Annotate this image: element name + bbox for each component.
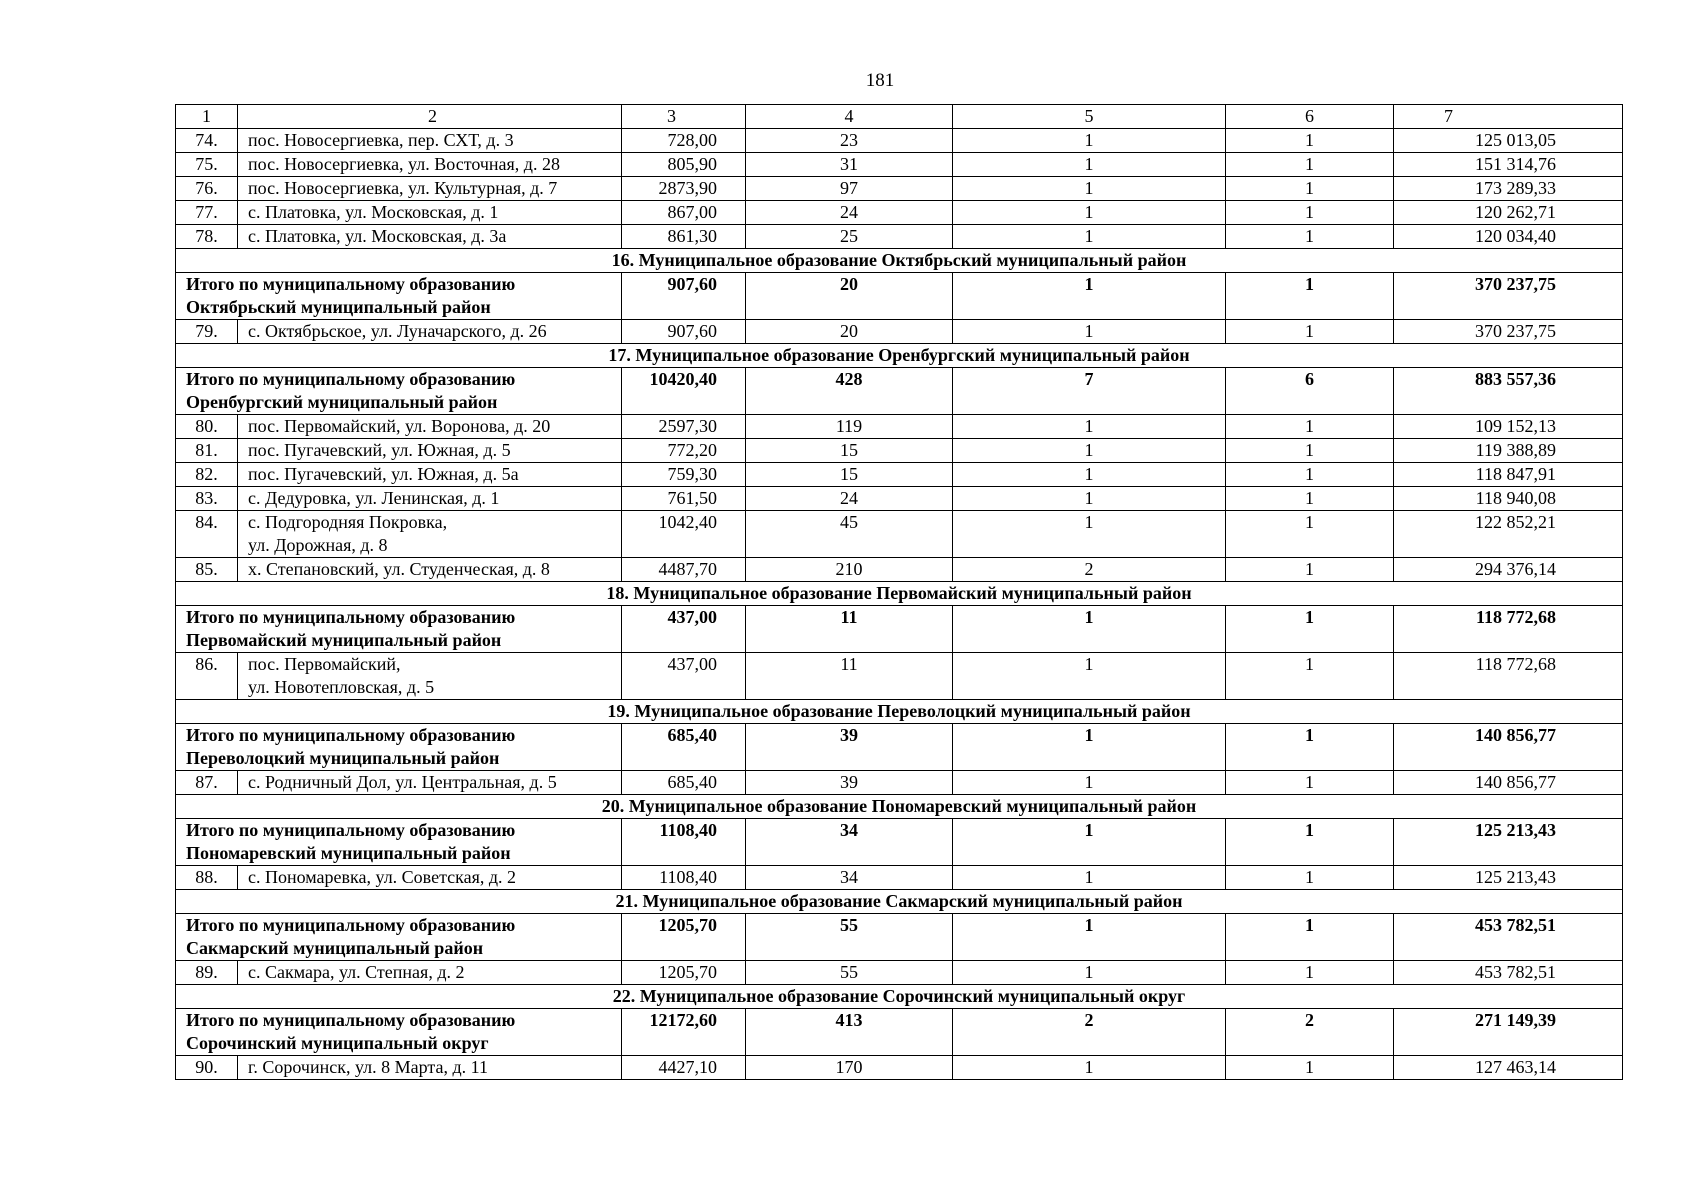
total-amount: 883 557,36 bbox=[1394, 368, 1623, 415]
total-area: 907,60 bbox=[622, 273, 746, 320]
count-5-cell: 1 bbox=[953, 439, 1226, 463]
area-cell: 2873,90 bbox=[622, 177, 746, 201]
area-cell: 4427,10 bbox=[622, 1056, 746, 1080]
area-cell: 1205,70 bbox=[622, 961, 746, 985]
count-6-cell: 1 bbox=[1226, 201, 1394, 225]
table-row bbox=[176, 558, 1623, 582]
count-6-cell: 1 bbox=[1226, 771, 1394, 795]
total-count-6: 6 bbox=[1226, 368, 1394, 415]
section-header-row bbox=[176, 700, 1623, 724]
count-6-cell: 1 bbox=[1226, 439, 1394, 463]
count-6-cell: 1 bbox=[1226, 487, 1394, 511]
count-5-cell: 1 bbox=[953, 225, 1226, 249]
area-cell: 1042,40 bbox=[622, 511, 746, 558]
address-cell: с. Платовка, ул. Московская, д. 3а bbox=[238, 225, 622, 249]
address-cell: пос. Первомайский, ул. Воронова, д. 20 bbox=[238, 415, 622, 439]
total-row bbox=[176, 819, 1623, 866]
table-body bbox=[176, 105, 1623, 1080]
count-6-cell: 1 bbox=[1226, 320, 1394, 344]
row-number: 87. bbox=[176, 771, 238, 795]
amount-cell: 173 289,33 bbox=[1394, 177, 1623, 201]
table-row bbox=[176, 961, 1623, 985]
address-cell: с. Дедуровка, ул. Ленинская, д. 1 bbox=[238, 487, 622, 511]
address-cell: х. Степановский, ул. Студенческая, д. 8 bbox=[238, 558, 622, 582]
count-5-cell: 1 bbox=[953, 961, 1226, 985]
amount-cell: 125 213,43 bbox=[1394, 866, 1623, 890]
table-row bbox=[176, 771, 1623, 795]
total-count-6: 1 bbox=[1226, 606, 1394, 653]
row-number: 76. bbox=[176, 177, 238, 201]
address-cell: пос. Новосергиевка, пер. СХТ, д. 3 bbox=[238, 129, 622, 153]
header-cell-1: 1 bbox=[176, 105, 238, 129]
residents-cell: 23 bbox=[746, 129, 953, 153]
header-row bbox=[176, 105, 1623, 129]
count-5-cell: 1 bbox=[953, 771, 1226, 795]
section-header-row bbox=[176, 582, 1623, 606]
count-5-cell: 1 bbox=[953, 866, 1226, 890]
address-cell: с. Платовка, ул. Московская, д. 1 bbox=[238, 201, 622, 225]
table-row bbox=[176, 153, 1623, 177]
table-row bbox=[176, 439, 1623, 463]
total-area: 437,00 bbox=[622, 606, 746, 653]
count-6-cell: 1 bbox=[1226, 866, 1394, 890]
row-number: 74. bbox=[176, 129, 238, 153]
section-title: 18. Муниципальное образование Первомайский муниципальный район bbox=[176, 582, 1623, 606]
table-row bbox=[176, 463, 1623, 487]
table-row bbox=[176, 201, 1623, 225]
count-5-cell: 1 bbox=[953, 1056, 1226, 1080]
area-cell: 805,90 bbox=[622, 153, 746, 177]
amount-cell: 140 856,77 bbox=[1394, 771, 1623, 795]
table-row bbox=[176, 225, 1623, 249]
section-title: 17. Муниципальное образование Оренбургский муниципальный район bbox=[176, 344, 1623, 368]
total-residents: 428 bbox=[746, 368, 953, 415]
address-cell: пос. Пугачевский, ул. Южная, д. 5а bbox=[238, 463, 622, 487]
total-amount: 125 213,43 bbox=[1394, 819, 1623, 866]
residents-cell: 210 bbox=[746, 558, 953, 582]
total-row bbox=[176, 368, 1623, 415]
residents-cell: 15 bbox=[746, 439, 953, 463]
header-cell-4: 4 bbox=[746, 105, 953, 129]
total-row bbox=[176, 273, 1623, 320]
table-row bbox=[176, 653, 1623, 700]
count-6-cell: 1 bbox=[1226, 415, 1394, 439]
total-amount: 370 237,75 bbox=[1394, 273, 1623, 320]
row-number: 75. bbox=[176, 153, 238, 177]
total-row bbox=[176, 1009, 1623, 1056]
address-cell: пос. Новосергиевка, ул. Культурная, д. 7 bbox=[238, 177, 622, 201]
table-row bbox=[176, 487, 1623, 511]
row-number: 83. bbox=[176, 487, 238, 511]
amount-cell: 118 772,68 bbox=[1394, 653, 1623, 700]
address-cell: с. Сакмара, ул. Степная, д. 2 bbox=[238, 961, 622, 985]
residents-cell: 97 bbox=[746, 177, 953, 201]
table-row bbox=[176, 129, 1623, 153]
amount-cell: 118 940,08 bbox=[1394, 487, 1623, 511]
count-5-cell: 1 bbox=[953, 153, 1226, 177]
residents-cell: 15 bbox=[746, 463, 953, 487]
total-row bbox=[176, 914, 1623, 961]
table-row bbox=[176, 1056, 1623, 1080]
housing-table bbox=[175, 104, 1623, 1080]
header-cell-3: 3 bbox=[622, 105, 746, 129]
amount-cell: 109 152,13 bbox=[1394, 415, 1623, 439]
section-title: 21. Муниципальное образование Сакмарский муниципальный район bbox=[176, 890, 1623, 914]
count-5-cell: 1 bbox=[953, 463, 1226, 487]
total-area: 10420,40 bbox=[622, 368, 746, 415]
table-row bbox=[176, 320, 1623, 344]
table-row bbox=[176, 415, 1623, 439]
section-header-row bbox=[176, 344, 1623, 368]
count-5-cell: 2 bbox=[953, 558, 1226, 582]
amount-cell: 120 262,71 bbox=[1394, 201, 1623, 225]
residents-cell: 170 bbox=[746, 1056, 953, 1080]
amount-cell: 119 388,89 bbox=[1394, 439, 1623, 463]
total-area: 1205,70 bbox=[622, 914, 746, 961]
total-label: Итого по муниципальному образованию Оренбургский муниципальный район bbox=[176, 368, 622, 415]
residents-cell: 39 bbox=[746, 771, 953, 795]
total-count-6: 2 bbox=[1226, 1009, 1394, 1056]
amount-cell: 453 782,51 bbox=[1394, 961, 1623, 985]
count-5-cell: 1 bbox=[953, 201, 1226, 225]
residents-cell: 55 bbox=[746, 961, 953, 985]
amount-cell: 118 847,91 bbox=[1394, 463, 1623, 487]
row-number: 89. bbox=[176, 961, 238, 985]
count-6-cell: 1 bbox=[1226, 129, 1394, 153]
row-number: 78. bbox=[176, 225, 238, 249]
section-title: 16. Муниципальное образование Октябрьский муниципальный район bbox=[176, 249, 1623, 273]
table-row bbox=[176, 866, 1623, 890]
address-line-1: с. Подгородняя Покровка, bbox=[248, 512, 448, 532]
section-header-row bbox=[176, 985, 1623, 1009]
count-5-cell: 1 bbox=[953, 511, 1226, 558]
count-5-cell: 1 bbox=[953, 653, 1226, 700]
total-area: 12172,60 bbox=[622, 1009, 746, 1056]
amount-cell: 370 237,75 bbox=[1394, 320, 1623, 344]
row-number: 84. bbox=[176, 511, 238, 558]
total-area: 685,40 bbox=[622, 724, 746, 771]
count-6-cell: 1 bbox=[1226, 153, 1394, 177]
section-header-row bbox=[176, 795, 1623, 819]
total-count-6: 1 bbox=[1226, 724, 1394, 771]
total-count-6: 1 bbox=[1226, 273, 1394, 320]
row-number: 81. bbox=[176, 439, 238, 463]
total-count-5: 1 bbox=[953, 914, 1226, 961]
count-6-cell: 1 bbox=[1226, 225, 1394, 249]
section-title: 22. Муниципальное образование Сорочинский муниципальный округ bbox=[176, 985, 1623, 1009]
count-6-cell: 1 bbox=[1226, 511, 1394, 558]
header-cell-6: 6 bbox=[1226, 105, 1394, 129]
row-number: 82. bbox=[176, 463, 238, 487]
table-row bbox=[176, 177, 1623, 201]
area-cell: 4487,70 bbox=[622, 558, 746, 582]
row-number: 90. bbox=[176, 1056, 238, 1080]
total-count-5: 1 bbox=[953, 724, 1226, 771]
count-5-cell: 1 bbox=[953, 177, 1226, 201]
address-cell: с. Пономаревка, ул. Советская, д. 2 bbox=[238, 866, 622, 890]
area-cell: 761,50 bbox=[622, 487, 746, 511]
total-label: Итого по муниципальному образованию Октябрьский муниципальный район bbox=[176, 273, 622, 320]
residents-cell: 119 bbox=[746, 415, 953, 439]
address-line-2: ул. Новотепловская, д. 5 bbox=[248, 677, 435, 697]
total-count-6: 1 bbox=[1226, 819, 1394, 866]
area-cell: 772,20 bbox=[622, 439, 746, 463]
section-header-row bbox=[176, 890, 1623, 914]
total-area: 1108,40 bbox=[622, 819, 746, 866]
total-count-5: 1 bbox=[953, 606, 1226, 653]
row-number: 79. bbox=[176, 320, 238, 344]
total-count-5: 1 bbox=[953, 819, 1226, 866]
section-title: 20. Муниципальное образование Пономаревский муниципальный район bbox=[176, 795, 1623, 819]
total-residents: 11 bbox=[746, 606, 953, 653]
total-amount: 453 782,51 bbox=[1394, 914, 1623, 961]
total-row bbox=[176, 724, 1623, 771]
section-header-row bbox=[176, 249, 1623, 273]
amount-cell: 127 463,14 bbox=[1394, 1056, 1623, 1080]
total-label: Итого по муниципальному образованию Сакмарский муниципальный район bbox=[176, 914, 622, 961]
area-cell: 759,30 bbox=[622, 463, 746, 487]
count-5-cell: 1 bbox=[953, 320, 1226, 344]
address-line-2: ул. Дорожная, д. 8 bbox=[248, 535, 388, 555]
total-label: Итого по муниципальному образованию Пономаревский муниципальный район bbox=[176, 819, 622, 866]
count-6-cell: 1 bbox=[1226, 558, 1394, 582]
row-number: 85. bbox=[176, 558, 238, 582]
count-5-cell: 1 bbox=[953, 487, 1226, 511]
total-amount: 118 772,68 bbox=[1394, 606, 1623, 653]
area-cell: 728,00 bbox=[622, 129, 746, 153]
residents-cell: 20 bbox=[746, 320, 953, 344]
total-label: Итого по муниципальному образованию Сорочинский муниципальный округ bbox=[176, 1009, 622, 1056]
header-cell-7: 7 bbox=[1394, 105, 1623, 129]
total-row bbox=[176, 606, 1623, 653]
row-number: 77. bbox=[176, 201, 238, 225]
total-residents: 34 bbox=[746, 819, 953, 866]
count-6-cell: 1 bbox=[1226, 1056, 1394, 1080]
address-cell: пос. Пугачевский, ул. Южная, д. 5 bbox=[238, 439, 622, 463]
address-cell: с. Родничный Дол, ул. Центральная, д. 5 bbox=[238, 771, 622, 795]
page-number: 181 bbox=[865, 70, 895, 91]
count-5-cell: 1 bbox=[953, 129, 1226, 153]
amount-cell: 151 314,76 bbox=[1394, 153, 1623, 177]
residents-cell: 34 bbox=[746, 866, 953, 890]
area-cell: 2597,30 bbox=[622, 415, 746, 439]
total-count-6: 1 bbox=[1226, 914, 1394, 961]
row-number: 86. bbox=[176, 653, 238, 700]
row-number: 80. bbox=[176, 415, 238, 439]
amount-cell: 122 852,21 bbox=[1394, 511, 1623, 558]
residents-cell: 31 bbox=[746, 153, 953, 177]
section-title: 19. Муниципальное образование Переволоцкий муниципальный район bbox=[176, 700, 1623, 724]
residents-cell: 25 bbox=[746, 225, 953, 249]
total-label: Итого по муниципальному образованию Первомайский муниципальный район bbox=[176, 606, 622, 653]
address-cell bbox=[238, 511, 622, 558]
count-6-cell: 1 bbox=[1226, 961, 1394, 985]
residents-cell: 45 bbox=[746, 511, 953, 558]
address-cell: с. Октябрьское, ул. Луначарского, д. 26 bbox=[238, 320, 622, 344]
address-cell: г. Сорочинск, ул. 8 Марта, д. 11 bbox=[238, 1056, 622, 1080]
area-cell: 861,30 bbox=[622, 225, 746, 249]
area-cell: 867,00 bbox=[622, 201, 746, 225]
total-amount: 140 856,77 bbox=[1394, 724, 1623, 771]
residents-cell: 24 bbox=[746, 201, 953, 225]
count-6-cell: 1 bbox=[1226, 653, 1394, 700]
residents-cell: 11 bbox=[746, 653, 953, 700]
table-row bbox=[176, 511, 1623, 558]
area-cell: 907,60 bbox=[622, 320, 746, 344]
total-amount: 271 149,39 bbox=[1394, 1009, 1623, 1056]
total-residents: 20 bbox=[746, 273, 953, 320]
area-cell: 437,00 bbox=[622, 653, 746, 700]
total-count-5: 2 bbox=[953, 1009, 1226, 1056]
address-line-1: пос. Первомайский, bbox=[248, 654, 401, 674]
total-residents: 39 bbox=[746, 724, 953, 771]
row-number: 88. bbox=[176, 866, 238, 890]
address-cell: пос. Новосергиевка, ул. Восточная, д. 28 bbox=[238, 153, 622, 177]
amount-cell: 125 013,05 bbox=[1394, 129, 1623, 153]
total-count-5: 1 bbox=[953, 273, 1226, 320]
address-cell bbox=[238, 653, 622, 700]
area-cell: 1108,40 bbox=[622, 866, 746, 890]
amount-cell: 120 034,40 bbox=[1394, 225, 1623, 249]
area-cell: 685,40 bbox=[622, 771, 746, 795]
amount-cell: 294 376,14 bbox=[1394, 558, 1623, 582]
total-label: Итого по муниципальному образованию Переволоцкий муниципальный район bbox=[176, 724, 622, 771]
count-6-cell: 1 bbox=[1226, 177, 1394, 201]
count-6-cell: 1 bbox=[1226, 463, 1394, 487]
total-count-5: 7 bbox=[953, 368, 1226, 415]
residents-cell: 24 bbox=[746, 487, 953, 511]
header-cell-5: 5 bbox=[953, 105, 1226, 129]
total-residents: 55 bbox=[746, 914, 953, 961]
header-cell-2: 2 bbox=[238, 105, 622, 129]
count-5-cell: 1 bbox=[953, 415, 1226, 439]
total-residents: 413 bbox=[746, 1009, 953, 1056]
